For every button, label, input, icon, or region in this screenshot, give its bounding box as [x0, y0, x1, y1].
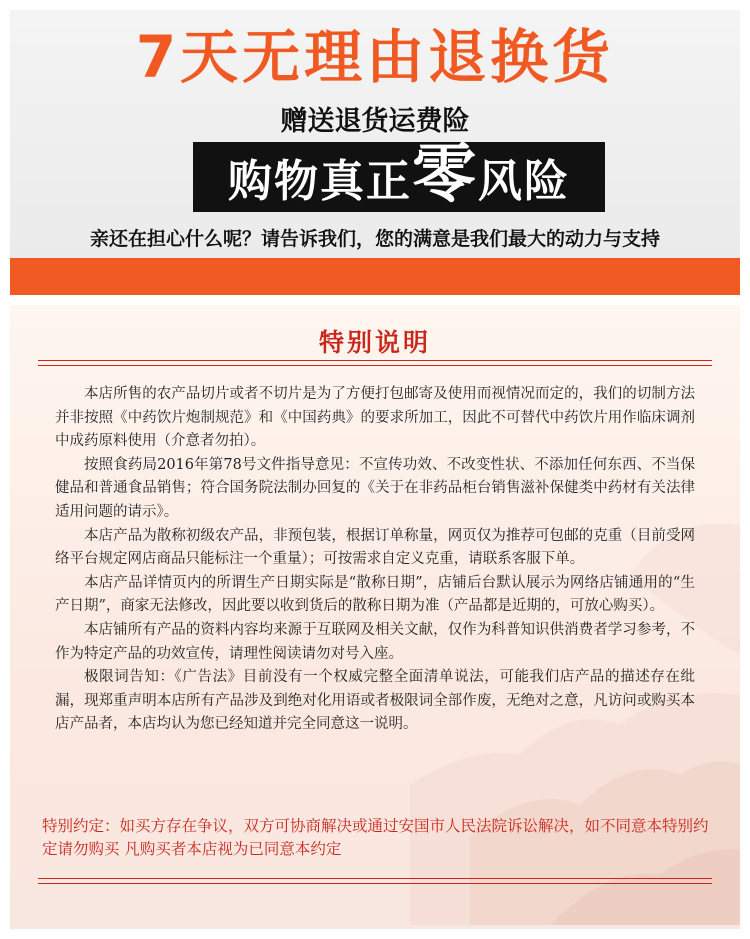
notice-title: 特别说明: [318, 328, 431, 357]
zero-risk-tagline: [228, 137, 570, 212]
orange-strip: [10, 258, 740, 295]
banner-headline: 7天无理由退换货: [135, 23, 615, 91]
notice-paragraph: 极限词告知：《广告法》目前没有一个权威完整全面清单说法，可能我们店产品的描述存在纰漏，现郑重声明本店所有产品涉及到绝对化用语或者极限词全部作废，无绝对之意，凡访问或购买本店产品者，本店均认为您已经知道并完全同意这一说明。: [55, 669, 695, 733]
divider-bottom-2: [38, 883, 712, 884]
divider-top-2: [38, 365, 712, 366]
zero-risk-box: [193, 137, 605, 212]
notice-body: [55, 383, 695, 737]
banner-subheadline: 赠送退货运费险: [280, 106, 470, 137]
banner-note: 亲还在担心什么呢？请告诉我们，您的满意是我们最大的动力与支持: [89, 228, 660, 250]
return-policy-banner: [10, 10, 740, 295]
notice-paragraph: 本店产品为散称初级农产品，非预包装，根据订单称量，网页仅为推荐可包邮的克重（目前受网络平台规定网店商品只能标注一个重量）；可按需求自定义克重，请联系客服下单。: [55, 527, 695, 568]
notice-paragraph: 按照食药局2016年第78号文件指导意见：不宣传功效、不改变性状、不添加任何东西、不当保健品和普通食品销售；符合国务院法制办回复的《关于在非药品柜台销售滋补保健类中药材有关法律适用问题的请示》。: [55, 456, 695, 520]
divider-top-1: [38, 360, 712, 361]
notice-paragraph: 本店产品详情页内的所谓生产日期实际是“散称日期”，店铺后台默认展示为网络店铺通用的“生产日期”，商家无法修改，因此要以收到货后的散称日期为准（产品都是近期的，可放心购买）。: [55, 574, 695, 615]
divider-bottom-1: [38, 878, 712, 879]
notice-paragraph: 本店所售的农产品切片或者不切片是为了方便打包邮寄及使用而视情况而定的，我们的切制方法并非按照《中药饮片炮制规范》和《中国药典》的要求所加工，因此不可替代中药饮片用作临床调剂中成药原料使用（介意者勿拍）。: [55, 386, 695, 450]
tagline-before: 购物真正: [228, 156, 412, 207]
special-agreement: 特别约定：如买方存在争议，双方可协商解决或通过安国市人民法院诉讼解决，如不同意本特别约定请勿购买 凡购买者本店视为已同意本约定: [42, 817, 709, 858]
notice-paragraph: 本店铺所有产品的资料内容均来源于互联网及相关文献，仅作为科普知识供消费者学习参考，不作为特定产品的功效宣传，请理性阅读请勿对号入座。: [55, 621, 695, 662]
tagline-after: 风险: [478, 156, 570, 207]
special-notice-panel: [10, 305, 740, 929]
tagline-emphasis: 零: [412, 137, 478, 212]
